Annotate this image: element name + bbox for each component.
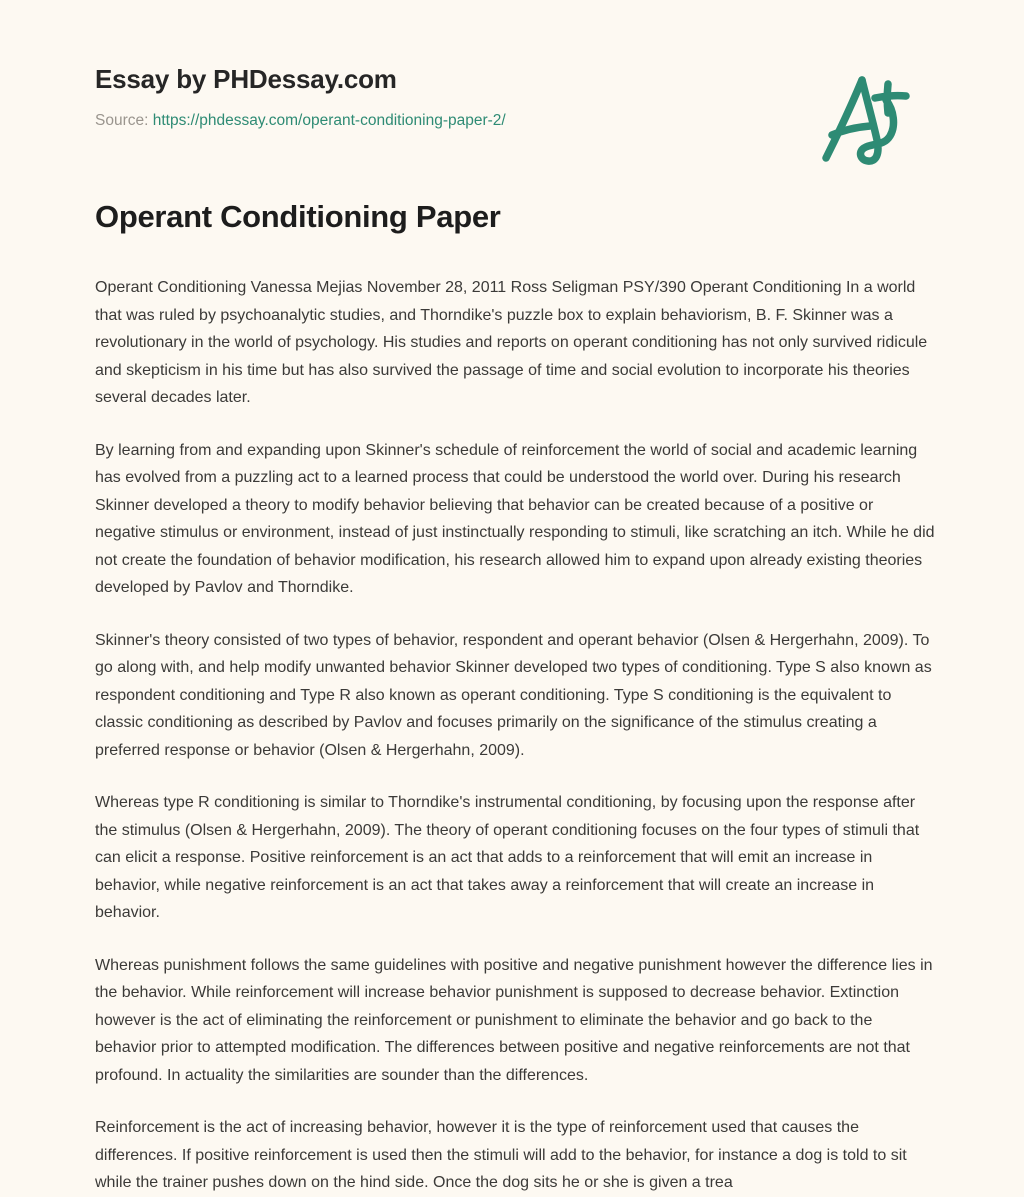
essay-paragraph: Skinner's theory consisted of two types of behavior, respondent and operant behavior (Olsen & Hergerhahn, 2009). To go along with, and help modify unwanted behavior Skinner developed two types of conditioning. Type S also known as respondent conditioning and Type R also known as operant conditioning. Type S conditioning is the equivalent to classic conditioning as described by Pavlov and focuses primarily on the significance of the stimulus creating a preferred response or behavior (Olsen & Hergerhahn, 2009). (95, 631, 932, 759)
essay-paragraph: Reinforcement is the act of increasing behavior, however it is the type of reinforcement used that causes the differences. If positive reinforcement is used then the stimuli will add to the behavior, for instance a dog is told to sit while the trainer pushes down on the hind side. Once the dog sits he or she is given a trea (95, 1119, 907, 1191)
brand-title: Essay by PHDessay.com (95, 64, 397, 94)
essay-body (95, 274, 935, 1197)
essay-paragraph: Whereas type R conditioning is similar to Thorndike's instrumental conditioning, by focusing upon the response after the stimulus (Olsen & Hergerhahn, 2009). The theory of operant conditioning focuses on the four types of stimuli that can elicit a response. Positive reinforcement is an act that adds to a reinforcement that will emit an increase in behavior, while negative reinforcement is an act that takes away a reinforcement that will create an increase in behavior. (95, 794, 920, 921)
source-line (95, 110, 795, 132)
source-url-link[interactable]: https://phdessay.com/operant-conditioning-paper-2/ (152, 112, 506, 129)
essay-paragraph: Operant Conditioning Vanessa Mejias November 28, 2011 Ross Seligman PSY/390 Operant Conditioning In a world that was ruled by psychoanalytic studies, and Thorndike's puzzle box to explain behaviorism, B. F. Skinner was a revolutionary in the world of psychology. His studies and reports on operant conditioning has not only survived ridicule and skepticism in his time but has also survived the passage of time and social evolution to incorporate his theories several decades later. (95, 279, 928, 406)
essay-paragraph: Whereas punishment follows the same guidelines with positive and negative punishment however the difference lies in the behavior. While reinforcement will increase behavior punishment is supposed to decrease behavior. Extinction however is the act of eliminating the reinforcement or punishment to eliminate the behavior and go back to the behavior prior to attempted modification. The differences between positive and negative reinforcements are not that profound. In actuality the similarities are sounder than the differences. (95, 956, 933, 1084)
a-plus-logo-icon (812, 66, 916, 170)
brand-block (95, 62, 795, 132)
essay-paragraph: By learning from and expanding upon Skinner's schedule of reinforcement the world of social and academic learning has evolved from a puzzling act to a learned process that could be understood the world over. During his research Skinner developed a theory to modify behavior believing that behavior can be created because of a positive or negative stimulus or environment, instead of just instinctually responding to stimuli, like scratching an itch. While he did not create the foundation of behavior modification, his research allowed him to expand upon already existing theories developed by Pavlov and Thorndike. (95, 441, 935, 596)
source-label: Source: (95, 112, 149, 129)
page-title: Operant Conditioning Paper (95, 199, 501, 234)
essay-document (95, 196, 935, 1197)
page-header (0, 0, 1024, 186)
a-plus-logo (812, 66, 916, 170)
